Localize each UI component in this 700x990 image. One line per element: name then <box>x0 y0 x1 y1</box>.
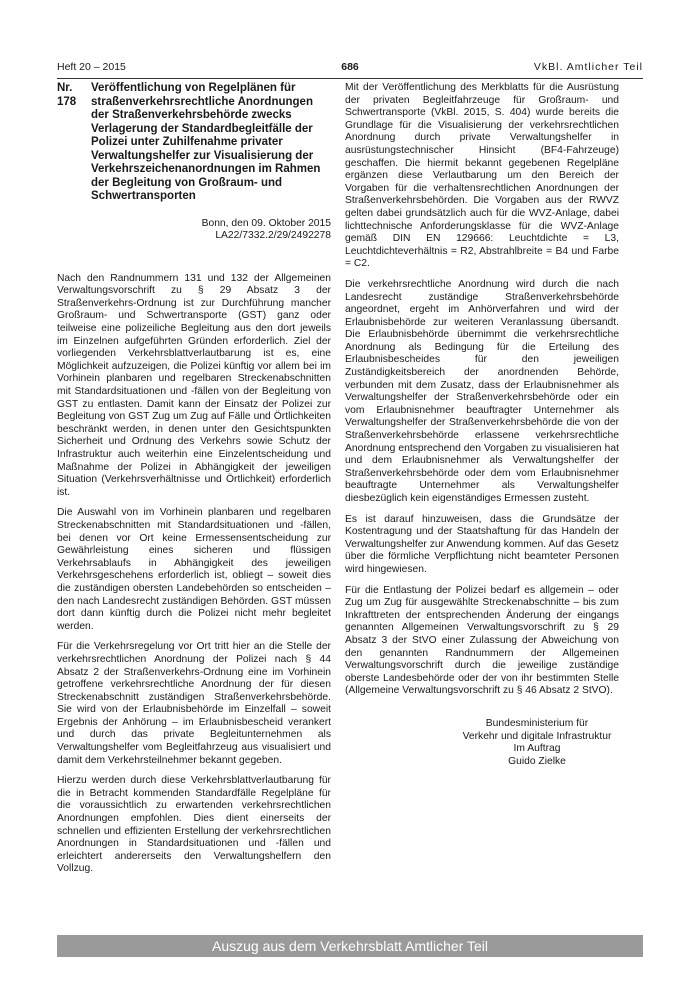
signature-line: Verkehr und digitale Infrastruktur <box>462 730 612 742</box>
signature-line: Bundesministerium für <box>485 717 589 729</box>
article-heading <box>57 82 331 204</box>
paragraph: Es ist darauf hinzuweisen, dass die Grundsätze der Kostentragung und der Staatshaftung für das Handeln der Verwaltungshelfer zur Anwendung kommen. Auf das Gesetz über die förmliche Verpflichtung nicht beamteter Personen wird hingewiesen. <box>345 513 619 575</box>
page-header <box>57 59 643 77</box>
left-column <box>57 82 331 884</box>
article-number: Nr. 178 <box>57 82 77 108</box>
footer-banner: Auszug aus dem Verkehrsblatt Amtlicher Teil <box>57 935 643 957</box>
signature-block <box>345 718 619 768</box>
page-number: 686 <box>341 61 359 73</box>
journal-name: VkBl. Amtlicher Teil <box>533 61 643 73</box>
paragraph: Die verkehrsrechtliche Anordnung wird durch die nach Landesrecht zuständige Straßenverkehrsbehörde angeordnet, ergeht im Anhörverfahren und wird der Erlaubnisbehörde zur weiteren Veranlassung übersandt. Die Erlaubnisbehörde übernimmt die verkehrsrechtliche Anordnung als Bedingung für die Erteilung des Erlaubnisbescheides für den jeweiligen Zuständigkeitsbereich der anordnenden Behörde, verbunden mit dem Zusatz, dass der Erlaubnisnehmer als Verwaltungshelfer der Straßenverkehrsbehörde oder ein vom Erlaubnisnehmer beauftragter Unternehmer als Verwaltungshelfer der Straßenverkehrsbehörde die von der Straßenverkehrsbehörde erlassene verkehrsrechtliche Anordnung entsprechend den Vorgaben zu visualisieren hat und dem Erlaubnisnehmer als Verwaltungshelfer der Straßenverkehrsbehörde oder dem vom Erlaubnisnehmer beauftragte Unternehmer als Verwaltungshelfer diesbezüglich kein eigenständiges Ermessen zusteht. <box>345 278 619 504</box>
place-date: Bonn, den 09. Oktober 2015 <box>201 217 331 229</box>
paragraph: Hierzu werden durch diese Verkehrsblattverlautbarung für die in Betracht kommenden Standardfälle Regelpläne für die voraussichtlich zu erwartenden verkehrsrechtlichen Anordnungen empfohlen. Dies dient einerseits der schnellen und effizienten Erstellung der verkehrsrechtlichen Anordnungen in Standardsituationen und -fällen und erleichtert andererseits den Verwaltungshelfern den Vollzug. <box>57 775 331 875</box>
paragraph: Nach den Randnummern 131 und 132 der Allgemeinen Verwaltungsvorschrift zu § 29 Absatz 3 der Straßenverkehrs-Ordnung ist zur Durchführung mancher Großraum- und Schwertransporte (GST) ganz oder teilweise eine polizeiliche Begleitung aus den dort jeweils im Einzelnen aufgeführten Gründen erforderlich. Ziel der vorliegenden Verkehrsblattverlautbarung ist es, eine Möglichkeit aufzuzeigen, die Polizei künftig vor allem bei im Vorhinein planbaren und regelbaren Streckenabschnitten mit Standardsituationen und -fällen von der Begleitung von GST zu entlasten. Damit kann der Einsatz der Polizei zur Begleitung von GST Zug um Zug auf Fälle und Örtlichkeiten beschränkt werden, in denen unter den Gesichtspunkten Sicherheit und Ordnung des Verkehrs sowie Schutz der Infrastruktur auch weiterhin eine Einzelentscheidung und Maßnahme der Polizei in Abhängigkeit der jeweiligen Situation (Verkehrsverhältnisse und Örtlichkeit) erforderlich ist. <box>57 272 331 498</box>
paragraph: Für die Verkehrsregelung vor Ort tritt hier an die Stelle der verkehrsrechtlichen Anordnung der Polizei nach § 44 Absatz 2 der Straßenverkehrs-Ordnung eine im Vorhinein getroffene verkehrsrechtliche Anordnung der für diesen Streckenabschnitt zuständigen Straßenverkehrsbehörde. Sie wird von der Erlaubnisbehörde im Einzelfall – soweit Ergebnis der Anhörung – im Erlaubnisbescheid verankert und durch das private Begleitunternehmen als Verwaltungshelfer vom Begleitfahrzeug aus visualisiert und damit dem Verkehrsteilnehmer bekannt gegeben. <box>57 641 331 766</box>
paragraph: Für die Entlastung der Polizei bedarf es allgemein – oder Zug um Zug für ausgewählte Streckenabschnitte – bis zum Inkrafttreten der entsprechenden Änderung der eingangs genannten Allgemeinen Verwaltungsvorschrift zu § 29 Absatz 3 der StVO einer Zulassung der Abweichung von den genannten Randnummern der Allgemeinen Verwaltungsvorschrift durch die jeweilige zuständige oberste Landesbehörde oder der von ihr bestimmten Stelle (Allgemeine Verwaltungsvorschrift zu § 46 Absatz 2 StVO). <box>345 584 619 697</box>
paragraph: Die Auswahl von im Vorhinein planbaren und regelbaren Streckenabschnitten mit Standardsituationen und -fällen, bei denen vor Ort keine Ermessensentscheidung zur Gewährleistung eines sicheren und flüssigen Verkehrsablaufs in Abhängigkeit des jeweiligen Verkehrsgeschehens erforderlich ist, obliegt – soweit dies die zuständigen obersten Landebehörden so entscheiden – den nach Landesrecht zuständigen Behörden. GST müssen dort dann künftig durch die Polizei nicht mehr begleitet werden. <box>57 507 331 632</box>
article-title: Veröffentlichung von Regelplänen für straßenverkehrsrechtliche Anordnungen der Straßenverkehrsbehörde zwecks Verlagerung der Standardbegleitfälle der Polizei unter Zuhilfenahme privater Verwaltungshelfer zur Visualisierung der Verkehrszeichenanordnungen im Rahmen der Begleitung von Großraum- und Schwertransporten <box>91 82 321 202</box>
header-divider <box>57 78 643 79</box>
signature-name: Guido Zielke <box>508 755 566 767</box>
place-date-block <box>57 218 331 243</box>
paragraph: Mit der Veröffentlichung des Merkblatts für die Ausrüstung der privaten Begleitfahrzeuge für Großraum- und Schwertransporte (VkBl. 2015, S. 404) wurde bereits die Grundlage für die Visualisierung der verkehrsrechtlichen Anordnung durch private Verwaltungshelfer in ausrüstungstechnischer Hinsicht (BF4-Fahrzeuge) geschaffen. Die hiermit bekannt gegebenen Regelpläne ergänzen diese Verlautbarung um den Bereich der Vorgaben für die verhaltensrechtlichen Anordnungen der Straßenverkehrsbehörden. Die Vorgaben aus der RWVZ gelten dabei grundsätzlich auch für die WVZ-Anlage, dabei lichttechnische Anforderungsklasse für die WVZ-Anlage gemäß DIN EN 129666: Leuchtdichte = L3, Leuchtdichteverhältnis = R2, Abstrahlbreite = B4 und Farbe = C2. <box>345 82 619 270</box>
reference-number: LA22/7332.2/29/2492278 <box>215 230 331 242</box>
signature-line: Im Auftrag <box>513 743 561 755</box>
issue-label: Heft 20 – 2015 <box>57 61 126 73</box>
right-column <box>345 82 619 768</box>
